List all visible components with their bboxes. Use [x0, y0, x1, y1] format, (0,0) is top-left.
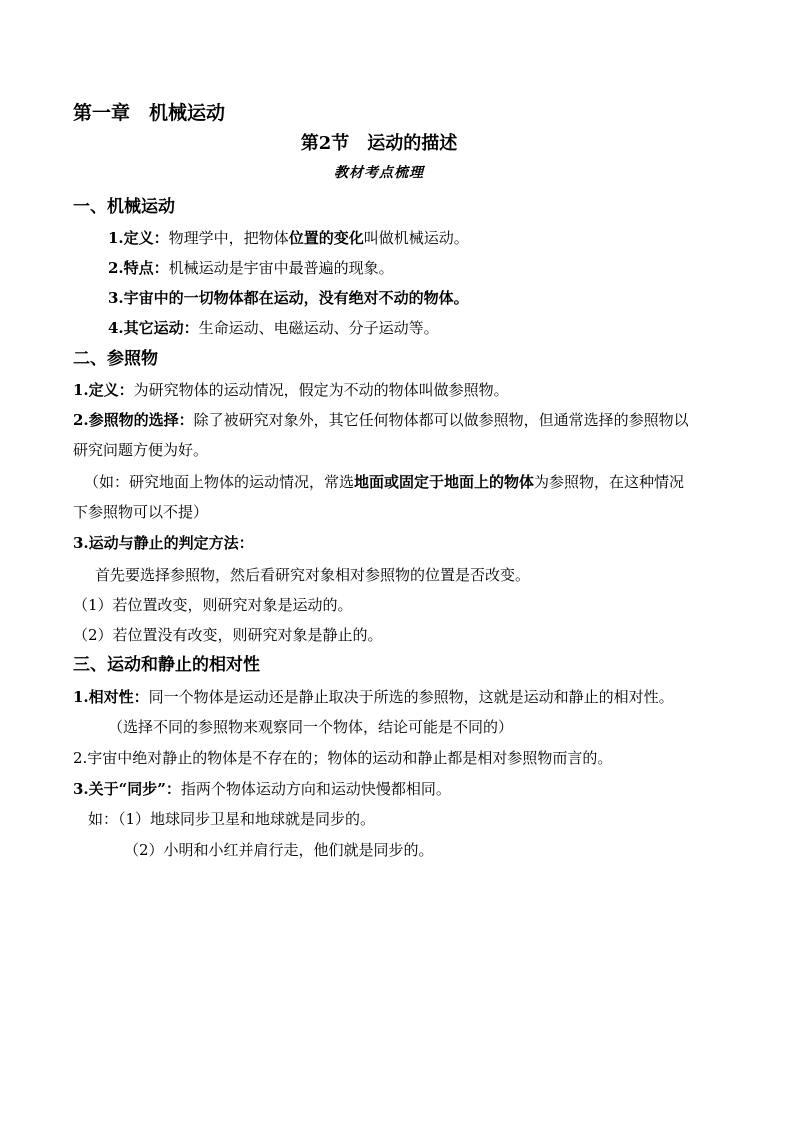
s2-item-2 — [73, 410, 689, 430]
s2-note — [84, 472, 684, 492]
s2-item-3-label: 3.运动与静止的判定方法： — [73, 534, 254, 552]
s1-item-1 — [108, 228, 469, 248]
s2-note-text-b: 为参照物，在这种情况 — [534, 473, 685, 491]
s1-item-1-label: 1.定义： — [108, 229, 169, 247]
s2-item-2-label: 2.参照物的选择： — [73, 411, 194, 429]
s2-item-3-case-1: （1）若位置改变，则研究对象是运动的。 — [73, 596, 353, 614]
s2-item-3-case-2: （2）若位置没有改变，则研究对象是静止的。 — [73, 626, 383, 644]
section-title-text: 第2节 运动的描述 — [300, 133, 458, 154]
s2-item-1-text: 为研究物体的运动情况，假定为不动的物体叫做参照物。 — [133, 381, 509, 399]
s2-item-3-text: 首先要选择参照物，然后看研究对象相对参照物的位置是否改变。 — [95, 566, 531, 584]
s2-item-1 — [73, 380, 509, 400]
s1-item-1-text-a: 物理学中，把物体 — [168, 229, 289, 247]
s2-note-cont: 下参照物可以不提） — [73, 503, 209, 521]
s3-item-1 — [73, 687, 674, 707]
s1-item-2-label: 2.特点： — [108, 259, 169, 277]
s2-note-bold: 地面或固定于地面上的物体 — [354, 473, 535, 491]
section-title — [0, 132, 794, 156]
s2-item-2-text-a: 除了被研究对象外，其它任何物体都可以做参照物，但通常选择的参照物以 — [193, 411, 689, 429]
s3-item-3-label: 3.关于“同步”： — [73, 780, 181, 798]
section-3-heading: 三、运动和静止的相对性 — [73, 655, 260, 675]
s3-item-3 — [73, 779, 451, 799]
s3-item-1-text: 同一个物体是运动还是静止取决于所选的参照物，这就是运动和静止的相对性。 — [148, 688, 674, 706]
s1-item-4 — [108, 318, 439, 338]
s3-example-2: （2）小明和小红并肩行走，他们就是同步的。 — [124, 841, 434, 859]
s1-item-3: 3.宇宙中的一切物体都在运动，没有绝对不动的物体。 — [108, 289, 469, 307]
s3-item-1-note: （选择不同的参照物来观察同一个物体，结论可能是不同的） — [108, 718, 514, 736]
chapter-title: 第一章 机械运动 — [73, 102, 226, 124]
s3-example-1: 如：（1）地球同步卫星和地球就是同步的。 — [88, 810, 376, 828]
subtitle — [0, 163, 794, 183]
subtitle-text: 教材考点梳理 — [334, 165, 424, 181]
s1-item-4-label: 4.其它运动： — [108, 319, 199, 337]
s1-item-4-text: 生命运动、电磁运动、分子运动等。 — [198, 319, 439, 337]
s3-item-2: 2.宇宙中绝对静止的物体是不存在的；物体的运动和静止都是相对参照物而言的。 — [73, 749, 613, 767]
section-2-heading: 二、参照物 — [73, 349, 158, 369]
s1-item-2-text: 机械运动是宇宙中最普遍的现象。 — [168, 259, 394, 277]
s1-item-2 — [108, 258, 394, 278]
s1-item-1-text-b: 叫做机械运动。 — [363, 229, 469, 247]
s3-item-3-text: 指两个物体运动方向和运动快慢都相同。 — [180, 780, 451, 798]
s2-note-text-a: （如：研究地面上物体的运动情况，常选 — [84, 473, 355, 491]
s2-item-2-cont: 研究问题方便为好。 — [73, 441, 209, 459]
s2-item-1-label: 1.定义： — [73, 381, 134, 399]
s3-item-1-label: 1.相对性： — [73, 688, 149, 706]
section-1-heading: 一、机械运动 — [73, 197, 175, 217]
s1-item-1-bold: 位置的变化 — [288, 229, 364, 247]
